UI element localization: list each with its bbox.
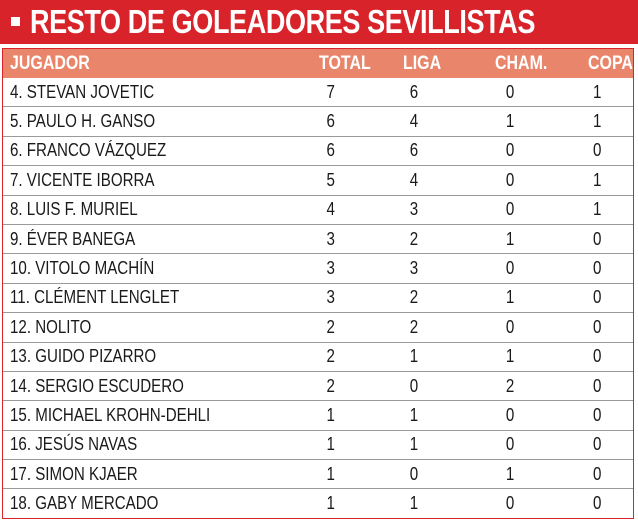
table-row (3, 283, 633, 312)
cell-total: 2 (315, 342, 401, 371)
cell-copa: 1 (584, 107, 633, 136)
table-body (3, 78, 633, 518)
cell-total: 6 (315, 136, 401, 165)
cell-player: 7. VICENTE IBORRA (3, 166, 315, 195)
cell-cham: 1 (493, 460, 584, 489)
table-row (3, 489, 633, 518)
cell-liga: 0 (401, 371, 493, 400)
cell-cham: 1 (493, 283, 584, 312)
cell-liga: 2 (401, 313, 493, 342)
cell-player: 16. JESÚS NAVAS (3, 430, 315, 459)
table-header-row (3, 49, 633, 78)
cell-cham: 0 (493, 313, 584, 342)
cell-cham: 1 (493, 342, 584, 371)
cell-liga: 3 (401, 195, 493, 224)
cell-copa: 0 (584, 342, 633, 371)
cell-player: 8. LUIS F. MURIEL (3, 195, 315, 224)
cell-cham: 1 (493, 107, 584, 136)
cell-copa: 0 (584, 489, 633, 518)
cell-cham: 0 (493, 254, 584, 283)
table-row (3, 254, 633, 283)
cell-player: 11. CLÉMENT LENGLET (3, 283, 315, 312)
cell-liga: 4 (401, 166, 493, 195)
cell-copa: 0 (584, 254, 633, 283)
cell-total: 3 (315, 224, 401, 253)
cell-liga: 1 (401, 430, 493, 459)
table-row (3, 430, 633, 459)
cell-total: 1 (315, 489, 401, 518)
table-row (3, 401, 633, 430)
column-header-total: TOTAL (319, 52, 371, 74)
cell-total: 3 (315, 283, 401, 312)
table-row (3, 371, 633, 400)
cell-total: 6 (315, 107, 401, 136)
title-bar (0, 0, 638, 44)
cell-copa: 0 (584, 283, 633, 312)
cell-total: 1 (315, 430, 401, 459)
column-header-liga: LIGA (403, 52, 442, 74)
cell-copa: 1 (584, 195, 633, 224)
cell-cham: 1 (493, 224, 584, 253)
table-row (3, 78, 633, 107)
column-header-cham: CHAM. (495, 52, 548, 74)
cell-cham: 2 (493, 371, 584, 400)
cell-liga: 1 (401, 401, 493, 430)
table-row (3, 107, 633, 136)
cell-player: 13. GUIDO PIZARRO (3, 342, 315, 371)
cell-player: 4. STEVAN JOVETIC (10, 81, 155, 102)
cell-copa: 0 (584, 136, 633, 165)
cell-total: 5 (315, 166, 401, 195)
cell-total: 2 (315, 313, 401, 342)
cell-player: 5. PAULO H. GANSO (3, 107, 315, 136)
cell-total: 1 (315, 460, 401, 489)
table-row (3, 224, 633, 253)
table-row (3, 313, 633, 342)
cell-copa: 0 (584, 313, 633, 342)
cell-copa: 0 (584, 430, 633, 459)
table-row (3, 195, 633, 224)
table-row (3, 166, 633, 195)
table-row (3, 136, 633, 165)
cell-cham: 0 (493, 430, 584, 459)
cell-total: 7 (326, 81, 335, 102)
cell-copa: 0 (584, 224, 633, 253)
cell-player: 10. VITOLO MACHÍN (3, 254, 315, 283)
cell-total: 2 (315, 371, 401, 400)
cell-liga: 1 (401, 342, 493, 371)
cell-liga: 2 (401, 224, 493, 253)
table-row (3, 460, 633, 489)
cell-cham: 0 (493, 166, 584, 195)
cell-player: 6. FRANCO VÁZQUEZ (3, 136, 315, 165)
table-row (3, 342, 633, 371)
cell-copa: 0 (584, 460, 633, 489)
cell-copa: 0 (584, 401, 633, 430)
cell-cham: 0 (493, 136, 584, 165)
cell-player: 17. SIMON KJAER (3, 460, 315, 489)
column-header-player: JUGADOR (10, 52, 90, 74)
cell-cham: 0 (505, 81, 515, 102)
cell-liga: 2 (401, 283, 493, 312)
cell-liga: 1 (401, 489, 493, 518)
page-title: RESTO DE GOLEADORES SEVILLISTAS (30, 3, 536, 40)
cell-liga: 4 (401, 107, 493, 136)
cell-player: 12. NOLITO (3, 313, 315, 342)
cell-liga: 6 (409, 81, 419, 102)
scorers-table (3, 49, 633, 518)
cell-copa: 0 (584, 371, 633, 400)
cell-player: 14. SERGIO ESCUDERO (3, 371, 315, 400)
cell-cham: 0 (493, 195, 584, 224)
cell-total: 1 (315, 401, 401, 430)
scorers-table-container (2, 48, 634, 519)
cell-player: 9. ÉVER BANEGA (3, 224, 315, 253)
cell-player: 15. MICHAEL KROHN-DEHLI (3, 401, 315, 430)
cell-liga: 3 (401, 254, 493, 283)
cell-liga: 0 (401, 460, 493, 489)
cell-player: 18. GABY MERCADO (3, 489, 315, 518)
cell-cham: 0 (493, 489, 584, 518)
square-bullet-icon (11, 17, 20, 26)
cell-liga: 6 (401, 136, 493, 165)
cell-total: 3 (315, 254, 401, 283)
cell-copa: 1 (593, 81, 602, 102)
cell-total: 4 (315, 195, 401, 224)
cell-copa: 1 (584, 166, 633, 195)
column-header-copa: COPA (588, 52, 633, 74)
cell-cham: 0 (493, 401, 584, 430)
